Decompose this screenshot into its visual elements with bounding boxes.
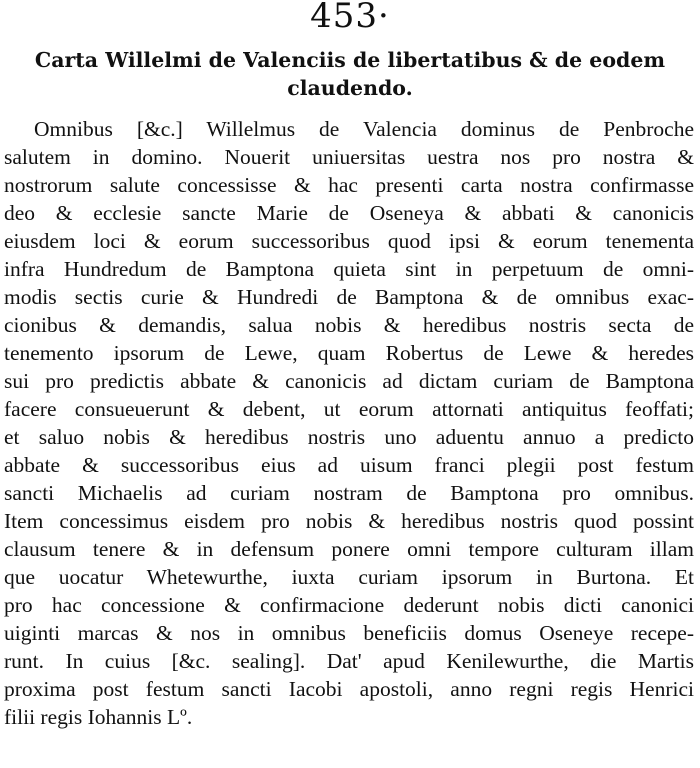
charter-title xyxy=(24,46,676,102)
body-line: runt. In cuius [&c. sealing]. Dat' apud Kenilewurthe, die Martis xyxy=(4,649,694,673)
body-line: Omnibus [&c.] Willelmus de Valencia dominus de Penbroche xyxy=(34,117,694,141)
body-line: tenemento ipsorum de Lewe, quam Robertus de Lewe & heredes xyxy=(4,341,694,365)
title-line: claudendo. xyxy=(287,76,413,100)
body-line: salutem in domino. Nouerit uniuersitas uestra nos pro nostra & xyxy=(4,145,694,169)
body-line: cionibus & demandis, salua nobis & heredibus nostris secta de xyxy=(4,313,694,337)
body-line: eiusdem loci & eorum successoribus quod ipsi & eorum tenementa xyxy=(4,229,694,253)
body-line: infra Hundredum de Bamptona quieta sint in perpetuum de omni- xyxy=(4,257,694,281)
body-line: que uocatur Whetewurthe, iuxta curiam ipsorum in Burtona. Et xyxy=(4,565,694,589)
charter-body xyxy=(4,115,694,731)
body-line: abbate & successoribus eius ad uisum franci plegii post festum xyxy=(4,453,694,477)
body-line: uiginti marcas & nos in omnibus beneficiis domus Oseneye recepe- xyxy=(4,621,694,645)
body-line: facere consueuerunt & debent, ut eorum attornati antiquitus feoffati; xyxy=(4,397,694,421)
body-line: modis sectis curie & Hundredi de Bamptona & de omnibus exac- xyxy=(4,285,694,309)
body-line: sancti Michaelis ad curiam nostram de Bamptona pro omnibus. xyxy=(4,481,694,505)
body-line: proxima post festum sancti Iacobi apostoli, anno regni regis Henrici xyxy=(4,677,694,701)
charter-number: 453· xyxy=(310,0,390,36)
body-line: nostrorum salute concessisse & hac presenti carta nostra confirmasse xyxy=(4,173,694,197)
body-line: clausum tenere & in defensum ponere omni tempore culturam illam xyxy=(4,537,694,561)
body-line: pro hac concessione & confirmacione dederunt nobis dicti canonici xyxy=(4,593,694,617)
body-line: filii regis Iohannis Lº. xyxy=(4,705,193,729)
body-line: et saluo nobis & heredibus nostris uno aduentu annuo a predicto xyxy=(4,425,694,449)
title-line: Carta Willelmi de Valenciis de libertatibus & de eodem xyxy=(34,48,666,72)
body-line: sui pro predictis abbate & canonicis ad dictam curiam de Bamptona xyxy=(4,369,694,393)
body-line: deo & ecclesie sancte Marie de Oseneya & abbati & canonicis xyxy=(4,201,694,225)
body-line: Item concessimus eisdem pro nobis & heredibus nostris quod possint xyxy=(4,509,694,533)
